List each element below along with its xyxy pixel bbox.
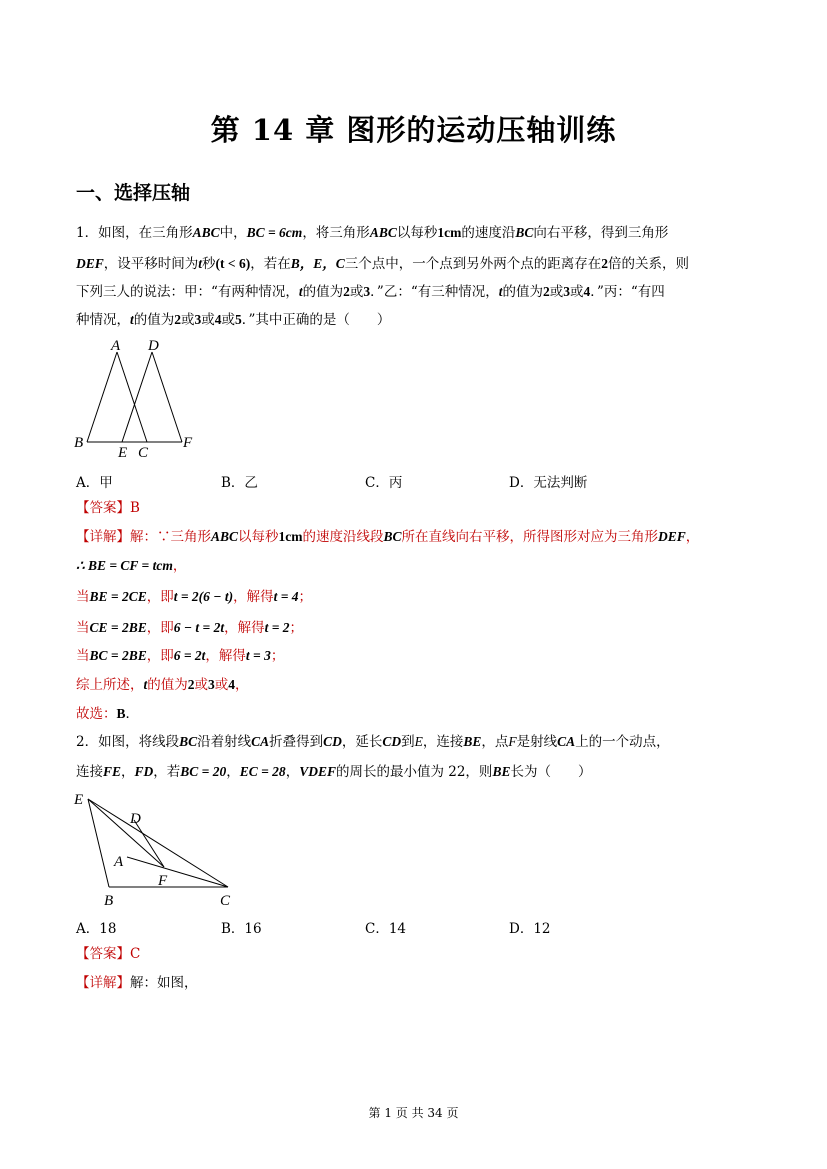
label-c: C xyxy=(138,445,149,461)
q1-option-b: B．乙 xyxy=(221,475,258,491)
label-d: D xyxy=(148,338,159,354)
label-a: A xyxy=(111,338,121,354)
q2-option-a: A．18 xyxy=(76,921,117,937)
segment-ed xyxy=(122,352,152,442)
q1-detail-2: ∴ BE = CF = tcm， xyxy=(76,558,187,574)
q1-choose: 故选：B． xyxy=(76,706,140,722)
label-a: A xyxy=(114,854,124,870)
q1-option-a: A．甲 xyxy=(76,475,113,491)
q2-detail: 【详解】解：如图， xyxy=(76,975,198,991)
q1-line-3: 下列三人的说法：甲：“有两种情况，t的值为2或3．”乙：“有三种情况，t的值为2或3或4．”丙：“有四 xyxy=(76,284,665,300)
segment-ac xyxy=(127,857,228,887)
label-d: D xyxy=(130,811,141,827)
q1-line-1: 1．如图，在三角形ABC中，BC = 6cm，将三角形ABC以每秒1cm的速度沿BC向右平移，得到三角形 xyxy=(76,225,669,241)
q1-summary: 综上所述，t的值为2或3或4， xyxy=(76,677,249,693)
q1-detail-1: 【详解】解：∵三角形ABC以每秒1cm的速度沿线段BC所在直线向右平移，所得图形对应为三角形DEF， xyxy=(76,529,700,545)
q2-option-c: C．14 xyxy=(365,921,407,937)
q1-option-d: D．无法判断 xyxy=(509,475,588,491)
q1-case-3: 当BC = 2BE，即6 = 2t，解得t = 3； xyxy=(76,648,285,664)
q2-line-1: 2．如图，将线段BC沿着射线CA折叠得到CD，延长CD到E，连接BE，点F是射线CA上的一个动点， xyxy=(76,734,670,750)
q1-line-4: 种情况，t的值为2或3或4或5．”其中正确的是（ ） xyxy=(76,312,391,328)
q1-option-c: C．丙 xyxy=(365,475,403,491)
section-heading: 一、选择压轴 xyxy=(76,182,191,204)
q1-answer: 【答案】B xyxy=(76,500,140,516)
segment-df xyxy=(152,352,182,442)
q1-case-1: 当BE = 2CE，即t = 2(6 − t)，解得t = 4； xyxy=(76,589,313,605)
q2-figure xyxy=(70,788,245,908)
page-title: 第 14 章 图形的运动压轴训练 xyxy=(210,113,617,147)
segment-ac xyxy=(117,352,147,442)
q2-option-d: D．12 xyxy=(509,921,551,937)
segment-ab xyxy=(87,352,117,442)
q2-line-2: 连接FE，FD，若BC = 20，EC = 28，VDEF的周长的最小值为 22，则BE长为（ ） xyxy=(76,764,592,780)
q1-line-2: DEF，设平移时间为t秒(t < 6)，若在B，E，C三个点中，一个点到另外两个点的距离存在2倍的关系，则 xyxy=(76,256,689,272)
q1-case-2: 当CE = 2BE，即6 − t = 2t，解得t = 2； xyxy=(76,620,304,636)
segment-ef xyxy=(88,799,164,867)
label-b: B xyxy=(104,893,114,908)
q2-answer: 【答案】C xyxy=(76,946,141,962)
q2-option-b: B．16 xyxy=(221,921,262,937)
label-b: B xyxy=(74,435,84,451)
label-f: F xyxy=(183,435,193,451)
label-e: E xyxy=(74,792,84,808)
page-footer: 第 1 页 共 34 页 xyxy=(368,1106,459,1120)
q1-figure xyxy=(70,335,210,465)
segment-eb xyxy=(88,799,109,887)
label-e: E xyxy=(118,445,128,461)
label-c: C xyxy=(220,893,231,908)
label-f: F xyxy=(158,873,168,889)
